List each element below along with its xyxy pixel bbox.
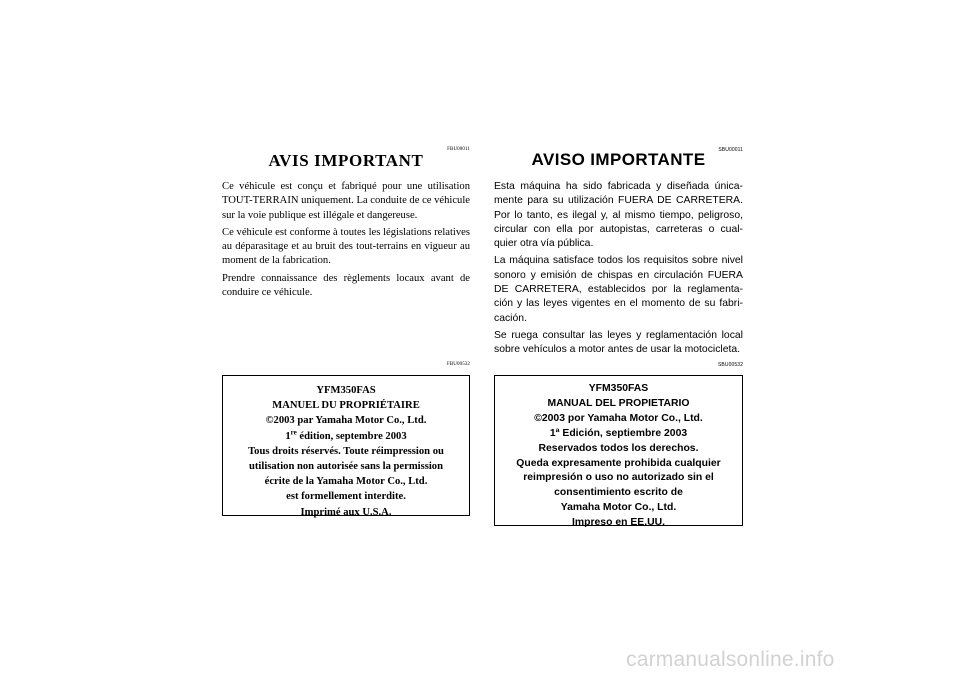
paragraph: Ce véhicule est conçu et fabriqué pour une utilisation TOUT-TERRAIN uniquement. La conduite de ce véhicule sur la voie publique est illégale et dangereuse.: [222, 181, 471, 221]
rights-line: est formellement interdite.: [286, 491, 406, 503]
model-name: YFM350FAS: [316, 385, 376, 396]
copyright-line: ©2003 par Yamaha Motor Co., Ltd.: [265, 415, 427, 427]
paragraph: Se ruega consultar las leyes y reglamentación local sobre vehículos a motor antes de usar la motocicleta.: [494, 329, 743, 356]
printed-line: Impreso en EE.UU.: [572, 517, 665, 529]
manual-title: MANUEL DU PROPRIÉTAIRE: [272, 400, 420, 412]
box-code: FBU00532: [446, 362, 470, 367]
rights-line: Tous droits réservés. Toute réimpression ou: [248, 445, 444, 457]
watermark: carmanualsonline.info: [626, 648, 835, 671]
copyright-line: ©2003 por Yamaha Motor Co., Ltd.: [534, 412, 703, 424]
manual-title: MANUAL DEL PROPIETARIO: [547, 397, 690, 409]
page-title: AVISO IMPORTANTE: [531, 150, 706, 169]
box-code: SBU00532: [718, 362, 743, 368]
copyright-box: [222, 375, 470, 516]
rights-line: utilisation non autorisée sans la permission: [249, 461, 443, 473]
model-name: YFM350FAS: [588, 383, 649, 394]
paragraph: Ce véhicule est conforme à toutes les législations relatives au déparasitage et au bruit des tout-terrains en vigueur au moment de la fabrication.: [222, 226, 470, 267]
section-code: FBU00011: [447, 147, 470, 152]
notice-body: [222, 180, 470, 303]
paragraph: Prendre connaissance des règlements locaux avant de conduire ce véhicule.: [222, 272, 470, 299]
rights-line: Queda expresamente prohibida cualquier: [516, 457, 721, 469]
notice-body: [494, 180, 743, 361]
paragraph: Esta máquina ha sido fabricada y diseñada única-mente para su utilización FUERA DE CARRETERA. Por lo tanto, es ilegal y, al mismo tiempo, peligroso, circular con ella por autopistas, carreteras o cual-quier otra vía pública.: [494, 181, 743, 250]
rights-line: consentimiento escrito de: [554, 487, 683, 499]
rights-line: reimpresión o uso no autorizado sin el: [523, 472, 714, 484]
printed-line: Imprimé aux U.S.A.: [300, 506, 392, 518]
copyright-box: [494, 375, 743, 529]
edition-line: 1ª Edición, septiembre 2003: [549, 427, 688, 439]
rights-line: Yamaha Motor Co., Ltd.: [560, 502, 677, 514]
rights-line: Reservados todos los derechos.: [538, 442, 699, 454]
paragraph: La máquina satisface todos los requisitos sobre nivel sonoro y emisión de chispas en circulación FUERA DE CARRETERA, establecidos por la reglamenta-ción y las leyes vigentes en el momento de su fabri-cación.: [494, 255, 743, 324]
edition-line: 1re édition, septembre 2003: [285, 428, 407, 442]
page-title: AVIS IMPORTANT: [268, 151, 424, 170]
section-code: SBU00011: [718, 147, 743, 153]
rights-line: écrite de la Yamaha Motor Co., Ltd.: [264, 476, 428, 488]
